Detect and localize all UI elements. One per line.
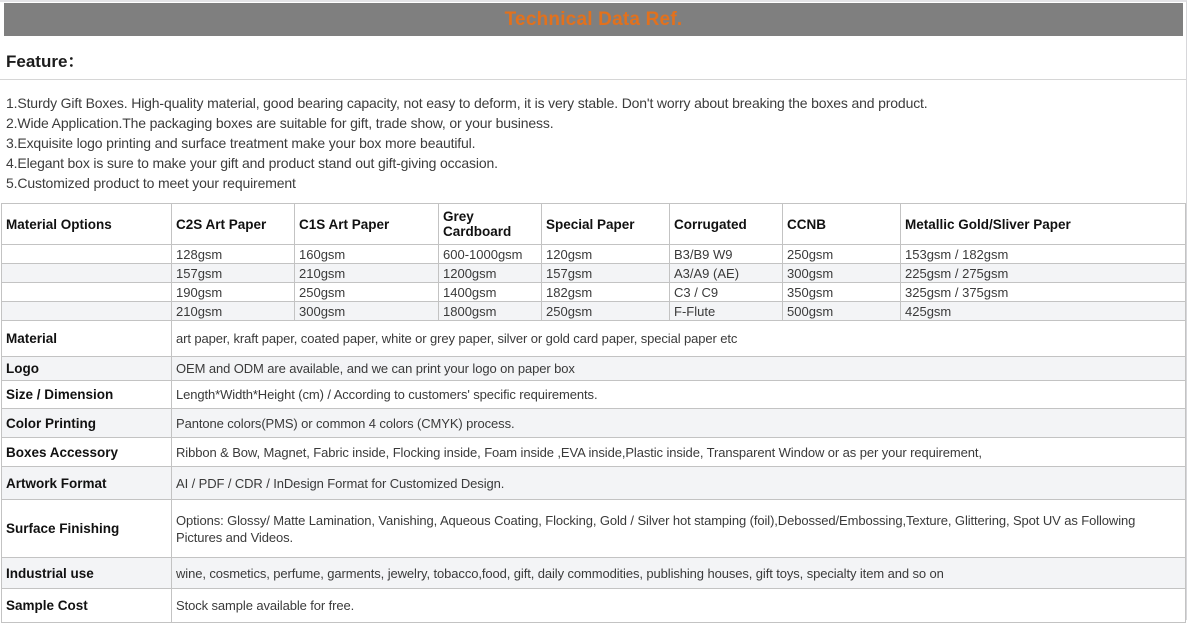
spec-cell <box>2 245 172 264</box>
column-header-c1s-art-paper: C1S Art Paper <box>295 204 439 245</box>
table-row <box>2 467 1186 500</box>
feature-list <box>0 80 1186 193</box>
spec-cell: 190gsm <box>172 283 295 302</box>
row-label-logo: Logo <box>2 357 172 381</box>
spec-cell: 210gsm <box>295 264 439 283</box>
feature-heading: Feature： <box>0 41 1186 80</box>
spec-cell: 157gsm <box>542 264 670 283</box>
spec-cell: C3 / C9 <box>670 283 783 302</box>
spec-cell: 160gsm <box>295 245 439 264</box>
row-value-industrial-use: wine, cosmetics, perfume, garments, jewelry, tobacco,food, gift, daily commodities, publishing houses, gift toys, specialty item and so on <box>172 558 1186 589</box>
column-header-special-paper: Special Paper <box>542 204 670 245</box>
column-header-ccnb: CCNB <box>783 204 901 245</box>
spec-cell: 300gsm <box>295 302 439 321</box>
spec-cell: 128gsm <box>172 245 295 264</box>
table-row <box>2 558 1186 589</box>
spec-cell: 210gsm <box>172 302 295 321</box>
table-row <box>2 321 1186 357</box>
feature-item-1: 1.Sturdy Gift Boxes. High-quality material, good bearing capacity, not easy to deform, it is very stable. Don't worry about breaking the boxes and product. <box>6 95 928 111</box>
spec-cell: 157gsm <box>172 264 295 283</box>
row-label-color-printing: Color Printing <box>2 409 172 438</box>
feature-item-3: 3.Exquisite logo printing and surface treatment make your box more beautiful. <box>6 135 476 151</box>
feature-item-2: 2.Wide Application.The packaging boxes are suitable for gift, trade show, or your business. <box>6 115 554 131</box>
table-row <box>2 381 1186 409</box>
row-value-sample-cost: Stock sample available for free. <box>172 589 1186 623</box>
spec-cell: 1200gsm <box>439 264 542 283</box>
spec-cell: 182gsm <box>542 283 670 302</box>
technical-data-table <box>1 203 1186 623</box>
spec-cell: 1400gsm <box>439 283 542 302</box>
column-header-grey-cardboard: Grey Cardboard <box>439 204 542 245</box>
spec-cell: A3/A9 (AE) <box>670 264 783 283</box>
row-label-material: Material <box>2 321 172 357</box>
table-header <box>2 204 1186 245</box>
row-value-color-printing: Pantone colors(PMS) or common 4 colors (CMYK) process. <box>172 409 1186 438</box>
header-row <box>2 204 1186 245</box>
spec-cell: 600-1000gsm <box>439 245 542 264</box>
spec-cell: F-Flute <box>670 302 783 321</box>
spec-cell: 1800gsm <box>439 302 542 321</box>
row-value-material: art paper, kraft paper, coated paper, white or grey paper, silver or gold card paper, special paper etc <box>172 321 1186 357</box>
row-value-size-dimension: Length*Width*Height (cm) / According to customers' specific requirements. <box>172 381 1186 409</box>
spec-cell <box>2 283 172 302</box>
row-value-artwork-format: AI / PDF / CDR / InDesign Format for Customized Design. <box>172 467 1186 500</box>
row-label-surface-finishing: Surface Finishing <box>2 500 172 558</box>
column-header-metallic-gold-sliver-paper: Metallic Gold/Sliver Paper <box>901 204 1186 245</box>
row-label-industrial-use: Industrial use <box>2 558 172 589</box>
column-header-material-options: Material Options <box>2 204 172 245</box>
feature-item-4: 4.Elegant box is sure to make your gift and product stand out gift-giving occasion. <box>6 155 498 171</box>
spec-cell: 425gsm <box>901 302 1186 321</box>
row-value-boxes-accessory: Ribbon & Bow, Magnet, Fabric inside, Flocking inside, Foam inside ,EVA inside,Plastic inside, Transparent Window or as per your requirement, <box>172 438 1186 467</box>
row-value-logo: OEM and ODM are available, and we can print your logo on paper box <box>172 357 1186 381</box>
spec-cell <box>2 302 172 321</box>
material-weight-matrix <box>2 245 1186 321</box>
spec-cell: 250gsm <box>783 245 901 264</box>
table-row <box>2 589 1186 623</box>
row-value-surface-finishing: Options: Glossy/ Matte Lamination, Vanishing, Aqueous Coating, Flocking, Gold / Silver hot stamping (foil),Debossed/Embossing,Texture, Glittering, Spot UV as Following Pictures and Videos. <box>172 500 1186 558</box>
column-header-c2s-art-paper: C2S Art Paper <box>172 204 295 245</box>
spec-cell: 250gsm <box>295 283 439 302</box>
banner-title: Technical Data Ref. <box>504 9 683 30</box>
table-row <box>2 409 1186 438</box>
spec-cell: 153gsm / 182gsm <box>901 245 1186 264</box>
row-label-size-dimension: Size / Dimension <box>2 381 172 409</box>
table-row <box>2 500 1186 558</box>
row-label-artwork-format: Artwork Format <box>2 467 172 500</box>
spec-cell: 300gsm <box>783 264 901 283</box>
spec-cell: 500gsm <box>783 302 901 321</box>
spec-cell: 325gsm / 375gsm <box>901 283 1186 302</box>
spec-cell: 120gsm <box>542 245 670 264</box>
table-row <box>2 302 1186 321</box>
table-row <box>2 357 1186 381</box>
spec-cell: B3/B9 W9 <box>670 245 783 264</box>
spec-cell <box>2 264 172 283</box>
table-row <box>2 264 1186 283</box>
table-row <box>2 438 1186 467</box>
banner <box>4 3 1183 36</box>
spec-cell: 350gsm <box>783 283 901 302</box>
column-header-corrugated: Corrugated <box>670 204 783 245</box>
row-label-sample-cost: Sample Cost <box>2 589 172 623</box>
spec-cell: 250gsm <box>542 302 670 321</box>
table-row <box>2 245 1186 264</box>
feature-item-5: 5.Customized product to meet your requirement <box>6 175 296 191</box>
spec-cell: 225gsm / 275gsm <box>901 264 1186 283</box>
row-label-boxes-accessory: Boxes Accessory <box>2 438 172 467</box>
detail-section <box>2 321 1186 623</box>
table-row <box>2 283 1186 302</box>
